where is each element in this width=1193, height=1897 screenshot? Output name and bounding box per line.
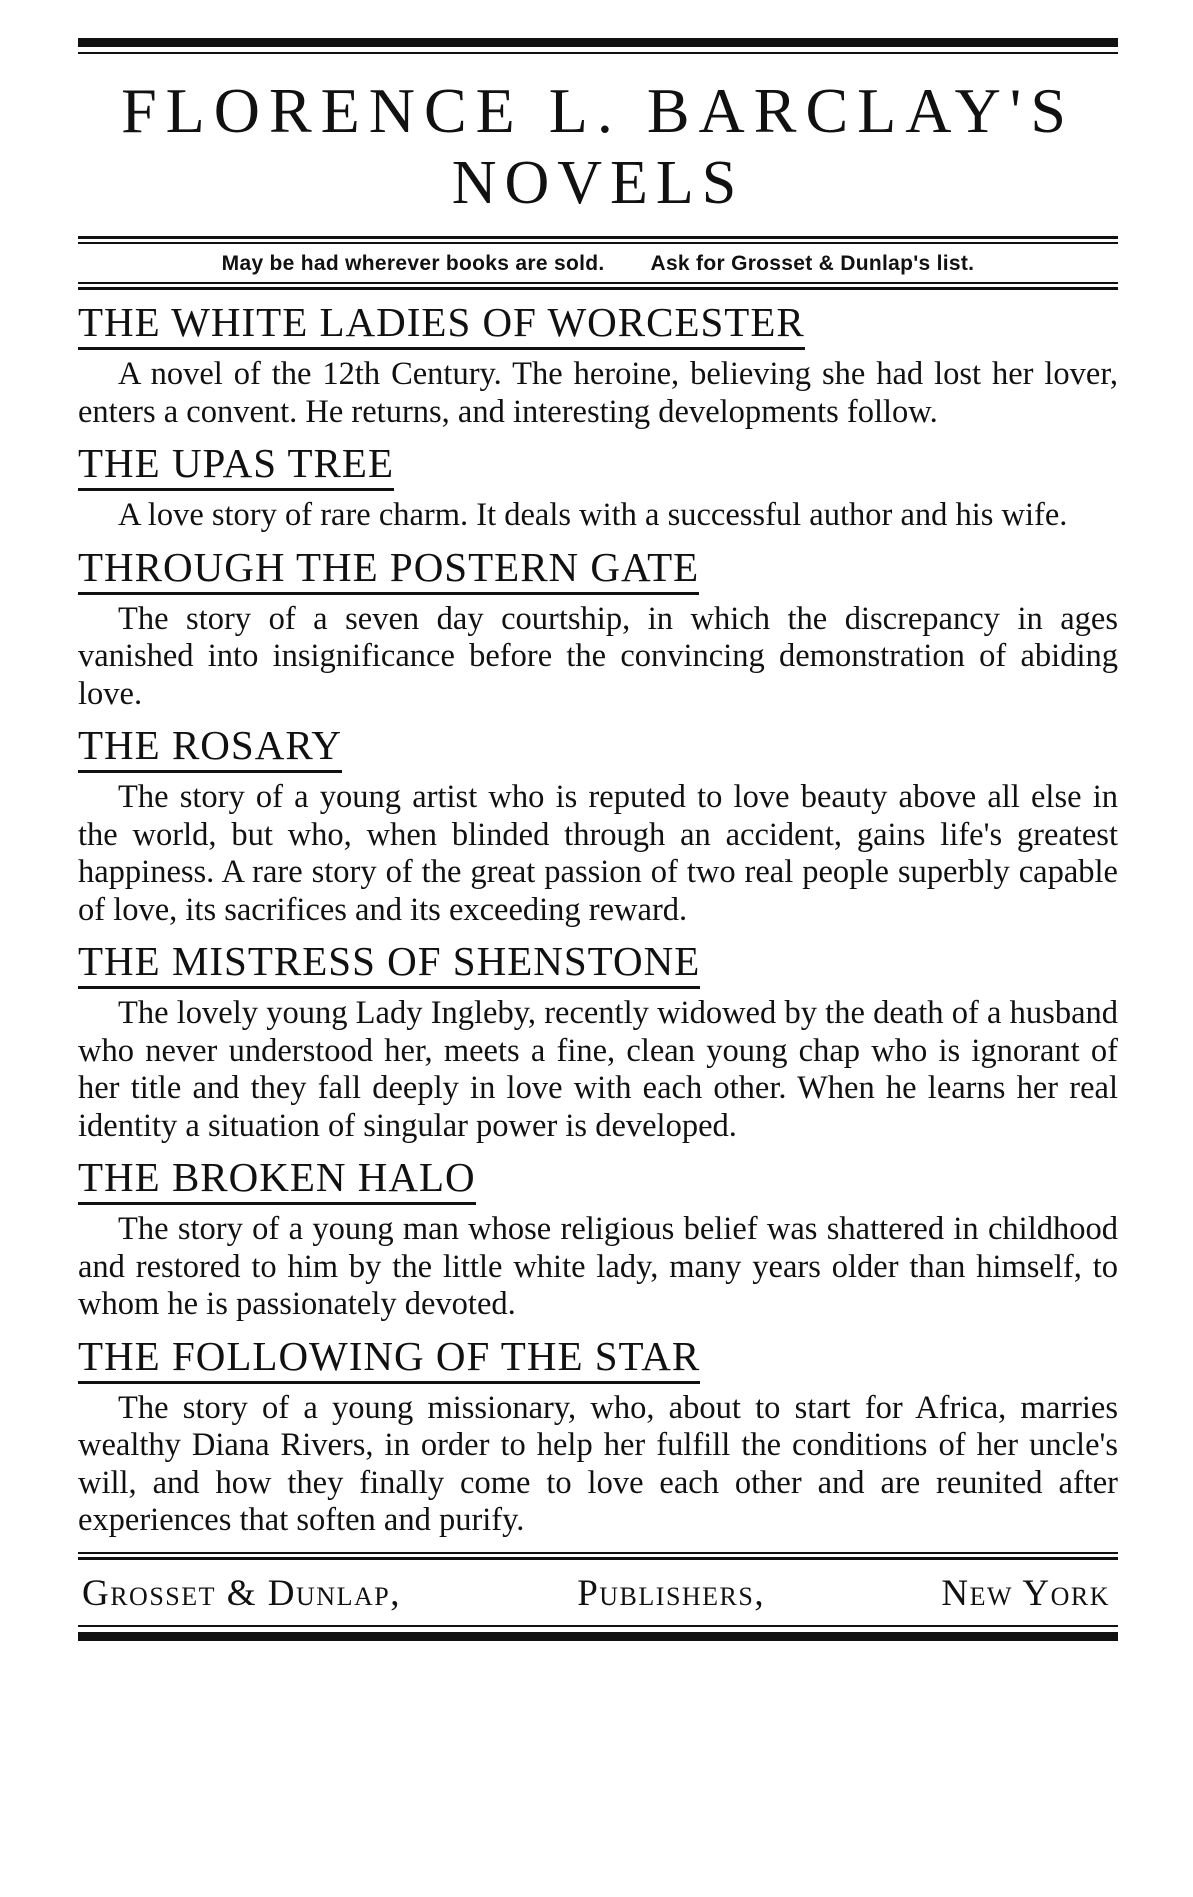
book-description: The story of a young missionary, who, about to start for Africa, marries wealthy Diana Rivers, in order to help her fulfill the conditions of her uncle's will, and how they finally come to love each other and are reunited after experiences that soften and purify. [78,1389,1118,1538]
book-title: THE MISTRESS OF SHENSTONE [78,937,700,989]
book-description: A love story of rare charm. It deals with a successful author and his wife. [118,497,1068,533]
footer-rule-top-thin [78,1552,1118,1554]
page-title: FLORENCE L. BARCLAY'S [121,75,1075,146]
book-title: THE ROSARY [78,721,342,773]
availability-notice [78,244,1118,282]
book-entry [78,721,1118,929]
bottom-heavy-rule [78,1632,1118,1641]
publisher-footer [78,1560,1118,1625]
page-subtitle: NOVELS [451,149,745,217]
bottom-thin-rule [78,1625,1118,1627]
header-rule-bottom-thin [78,282,1118,284]
book-description: The story of a young artist who is reputed to love beauty above all else in the world, but who, when blinded through an accident, gains life's greatest happiness. A rare story of the great passion of two real people superbly capable of love, its sacrifices and its exceeding reward. [78,779,1118,928]
book-entry [78,1153,1118,1324]
header-rule-bottom [78,287,1118,290]
book-description: The lovely young Lady Ingleby, recently widowed by the death of a husband who never understood her, meets a fine, clean young chap who is ignorant of her title and they fall deeply in love with each other. When he learns her real identity a situation of singular power is developed. [78,995,1118,1144]
publisher-role: Publishers, [577,1572,766,1614]
header-rule-top [78,236,1118,239]
top-heavy-rule [78,38,1118,47]
book-title: THE WHITE LADIES OF WORCESTER [78,298,805,350]
publisher-name: Grosset & Dunlap, [82,1572,401,1614]
notice-right: Ask for Grosset & Dunlap's list. [650,252,975,275]
book-description: The story of a seven day courtship, in which the discrepancy in ages vanished into insignificance before the convincing demonstration of abiding love. [78,600,1118,712]
book-description: A novel of the 12th Century. The heroine, believing she had lost her lover, enters a convent. He returns, and interesting developments follow. [78,356,1118,430]
book-description: The story of a young man whose religious belief was shattered in childhood and restored to him by the little white lady, many years older than himself, to whom he is passionately devoted. [78,1211,1118,1322]
book-entry [78,543,1118,714]
publisher-city: New York [941,1572,1110,1614]
book-entry [78,298,1118,431]
top-thin-rule [78,52,1118,54]
book-entry [78,937,1118,1145]
book-title: THE BROKEN HALO [78,1153,476,1205]
book-title: THROUGH THE POSTERN GATE [78,543,699,595]
notice-left: May be had wherever books are sold. [221,252,605,275]
book-title: THE UPAS TREE [78,439,394,491]
book-entry [78,439,1118,535]
book-entry [78,1332,1118,1540]
book-title: THE FOLLOWING OF THE STAR [78,1332,700,1384]
advertisement-page [78,38,1118,1641]
